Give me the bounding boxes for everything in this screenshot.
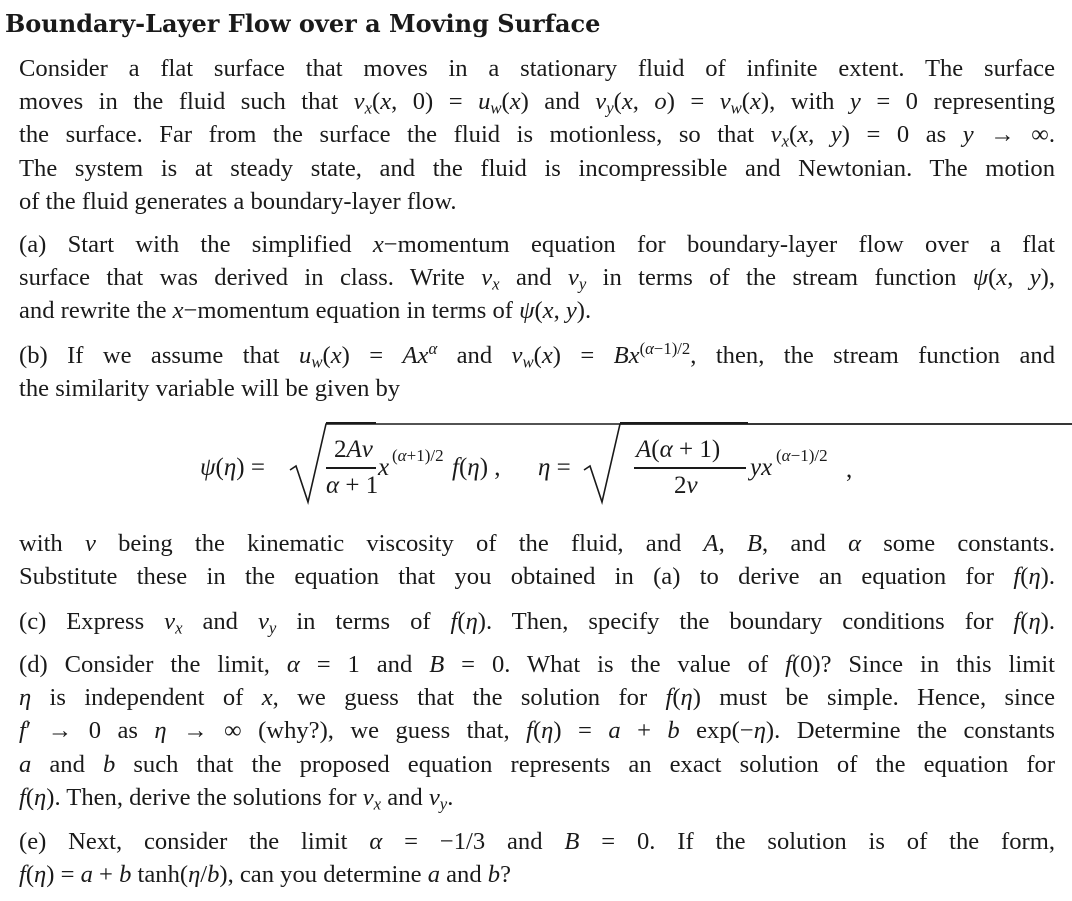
part-b-intro: (b) If we assume that $u_w(x) = Ax^\alpha$ and $v_w(x) = Bx^{(\alpha-1)/2}$, then, the stream function and the similarity variable will be given by (19, 338, 1056, 403)
part-e: (e) Next, consider the limit α = −1/3 and B = 0. If the solution is of the form, f(η) = a + b tanh(η/b), can you determine a and b? (19, 828, 1055, 889)
part-a: (a) Start with the simplified x−momentum equation for boundary-layer flow over a flat surface that was derived in class. Write $v_x$ and $v_y$ in terms of the stream function ψ(x, y), and rewrite the x−momentum equation in terms of ψ(x, y). (19, 231, 1056, 325)
part-d: (d) Consider the limit, α = 1 and B = 0. What is the value of f(0)? Since in this limit η is independent of x, we guess that the solution for f(η) must be simple. Hence, since f′ → 0 as η → ∞ (why?), we guess that, f(η) = a + b exp(−η). Determine the constants a and b such that the proposed equation represents an exact solution of the equation for f(η). Then, derive the solutions for $v_x$ and $v_y$. (19, 651, 1056, 814)
part-c: (c) Express $v_x$ and $v_y$ in terms of f(η). Then, specify the boundary conditions for f(η). (19, 608, 1055, 638)
intro-paragraph: Consider a flat surface that moves in a stationary fluid of infinite extent. The surface moves in the fluid such that $v_x(x$, $0) = u_w(x)$ and $v_y(x$, $o) = v_w(x)$, with y = 0 representing the surface. Far from the surface the fluid is motionless, so that $v_x(x$, y) = 0 as y → ∞. The system is at steady state, and the fluid is incompressible and Newtonian. The motion of the fluid generates a boundary-layer flow. (19, 55, 1055, 215)
part-b-after: with ν being the kinematic viscosity of the fluid, and A, B, and α some constants. Substitute these in the equation that you obtained in (a) to derive an equation for f(η). (19, 530, 1056, 591)
page-title: Boundary-Layer Flow over a Moving Surface (5, 9, 601, 38)
similarity-equation: ψ(η) = 2Aν α + 1 x (α+1)/2 f(η) , η = A(α + 1) 2ν yx (α−1)/2 , (0, 420, 1072, 516)
